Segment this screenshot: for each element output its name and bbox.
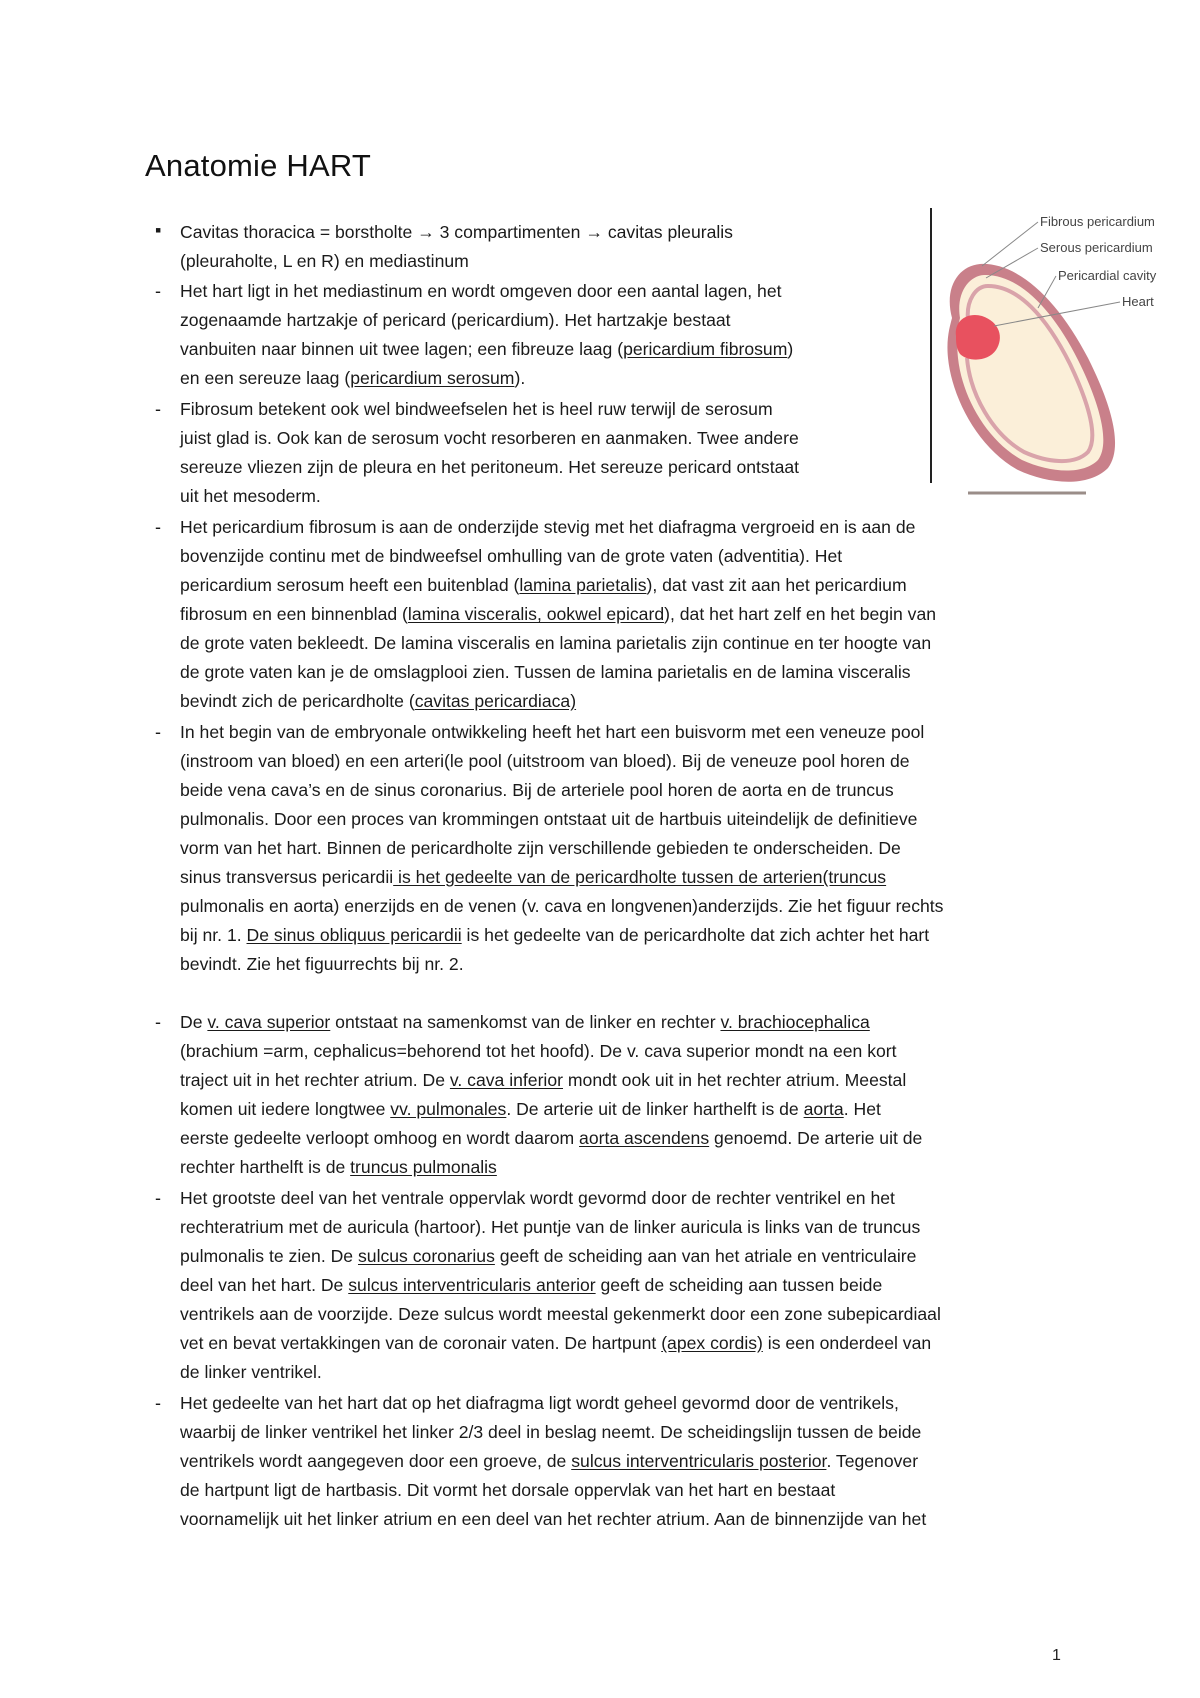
text-line bbox=[180, 574, 907, 596]
bullet-marker: - bbox=[155, 281, 161, 301]
text-segment: ). bbox=[514, 368, 526, 388]
text-line bbox=[180, 1069, 906, 1091]
pericardial-cavity-label: Pericardial cavity bbox=[1058, 268, 1157, 283]
text-segment: mondt ook uit in het rechter atrium. Meestal bbox=[563, 1070, 907, 1090]
text-segment: Het hart ligt in het mediastinum en wordt omgeven door een aantal lagen, het bbox=[180, 281, 782, 301]
text-line bbox=[180, 1332, 931, 1354]
fibrous-pericardium-label: Fibrous pericardium bbox=[1040, 214, 1155, 229]
underlined-term: cavitas pericardiaca) bbox=[414, 691, 577, 711]
underlined-term: vv. pulmonales bbox=[390, 1099, 507, 1119]
text-segment: is een onderdeel van bbox=[762, 1333, 932, 1353]
text-line bbox=[180, 690, 576, 712]
bullet-marker: ▪ bbox=[155, 220, 162, 240]
text-line bbox=[180, 924, 929, 946]
text-segment: Fibrosum betekent ook wel bindweefselen het is heel ruw terwijl de serosum bbox=[180, 399, 773, 419]
underlined-term: pericardium serosum bbox=[350, 368, 515, 388]
serous-pericardium-label: Serous pericardium bbox=[1040, 240, 1153, 255]
underlined-term: (apex cordis) bbox=[661, 1333, 763, 1353]
underlined-term: sulcus interventricularis anterior bbox=[348, 1275, 596, 1295]
text-line bbox=[180, 603, 936, 625]
text-segment: vorm van het hart. Binnen de pericardholte zijn verschillende gebieden te onderscheiden. De bbox=[180, 838, 901, 858]
text-line bbox=[180, 779, 894, 801]
text-segment: fibrosum en een binnenblad ( bbox=[180, 604, 408, 624]
text-segment: . De arterie uit de linker harthelft is de bbox=[506, 1099, 804, 1119]
underlined-term: v. brachiocephalica bbox=[720, 1012, 870, 1032]
underlined-term: v. cava superior bbox=[207, 1012, 331, 1032]
text-segment: rechteratrium met de auricula (hartoor). Het puntje van de linker auricula is links van de truncus bbox=[180, 1217, 921, 1237]
underlined-term: aorta ascendens bbox=[579, 1128, 710, 1148]
underlined-term: truncus pulmonalis bbox=[350, 1157, 497, 1177]
text-line bbox=[180, 1040, 897, 1062]
text-segment: waarbij de linker ventrikel het linker 2/3 deel in beslag neemt. De scheidingslijn tussen de beide bbox=[180, 1422, 922, 1442]
text-segment: pulmonalis te zien. De bbox=[180, 1246, 358, 1266]
text-line bbox=[180, 837, 901, 859]
figure-border-line bbox=[930, 208, 932, 483]
text-segment: . Het bbox=[843, 1099, 881, 1119]
text-line bbox=[180, 808, 917, 830]
text-segment: uit het mesoderm. bbox=[180, 486, 321, 506]
text-segment: (instroom van bloed) en een arteri(le pool (uitstroom van bloed). Bij de veneuze pool horen de bbox=[180, 751, 910, 771]
underlined-term: is het gedeelte van de pericardholte tussen de arterien(truncus bbox=[393, 867, 887, 887]
text-line bbox=[180, 1303, 941, 1325]
text-segment: vanbuiten naar binnen uit twee lagen; een fibreuze laag ( bbox=[180, 339, 624, 359]
underlined-term: De sinus obliquus pericardii bbox=[246, 925, 462, 945]
underlined-term: pericardium fibrosum bbox=[623, 339, 788, 359]
text-segment: en een sereuze laag ( bbox=[180, 368, 351, 388]
text-segment: In het begin van de embryonale ontwikkeling heeft het hart een buisvorm met een veneuze pool bbox=[180, 722, 925, 742]
underlined-term: lamina parietalis bbox=[519, 575, 647, 595]
text-line bbox=[180, 338, 793, 360]
text-line bbox=[180, 516, 915, 538]
text-line bbox=[180, 721, 924, 743]
page-number: 1 bbox=[1052, 1647, 1061, 1664]
text-line bbox=[180, 1274, 882, 1296]
text-line bbox=[180, 1098, 881, 1120]
heart-label: Heart bbox=[1122, 294, 1154, 309]
text-segment: geeft de scheiding aan van het atriale en ventriculaire bbox=[494, 1246, 917, 1266]
text-line bbox=[180, 953, 464, 975]
bullet-marker: - bbox=[155, 1393, 161, 1413]
text-line bbox=[180, 1245, 916, 1267]
text-line bbox=[180, 221, 733, 243]
text-segment: (brachium =arm, cephalicus=behorend tot het hoofd). De v. cava superior mondt na een kort bbox=[180, 1041, 897, 1061]
text-segment: juist glad is. Ook kan de serosum vocht resorberen en aanmaken. Twee andere bbox=[180, 428, 799, 448]
text-segment: sereuze vliezen zijn de pleura en het peritoneum. Het sereuze pericard ontstaat bbox=[180, 457, 800, 477]
text-segment: deel van het hart. De bbox=[180, 1275, 349, 1295]
text-line bbox=[180, 1450, 918, 1472]
text-segment: . Tegenover bbox=[826, 1451, 919, 1471]
text-line bbox=[180, 456, 799, 478]
text-segment: voornamelijk uit het linker atrium en een deel van het rechter atrium. Aan de binnenzijde van het bbox=[180, 1509, 927, 1529]
underlined-term: lamina visceralis, ookwel epicard bbox=[407, 604, 665, 624]
text-line bbox=[180, 1508, 926, 1530]
text-line bbox=[180, 661, 911, 683]
text-line bbox=[180, 1392, 899, 1414]
text-line bbox=[180, 1479, 835, 1501]
text-segment: beide vena cava’s en de sinus coronarius. Bij de arteriele pool horen de aorta en de truncus bbox=[180, 780, 894, 800]
bullet-marker: - bbox=[155, 399, 161, 419]
text-line bbox=[180, 545, 842, 567]
text-segment: Het pericardium fibrosum is aan de onderzijde stevig met het diafragma vergroeid en is aan de bbox=[180, 517, 916, 537]
underlined-term: sulcus coronarius bbox=[357, 1246, 495, 1266]
text-segment: vet en bevat vertakkingen van de coronair vaten. De hartpunt bbox=[180, 1333, 662, 1353]
text-segment: ontstaat na samenkomst van de linker en rechter bbox=[330, 1012, 721, 1032]
text-segment: Het grootste deel van het ventrale oppervlak wordt gevormd door de rechter ventrikel en het bbox=[180, 1188, 895, 1208]
page-title: Anatomie HART bbox=[145, 148, 372, 183]
bullet-marker: - bbox=[155, 722, 161, 742]
text-segment: de grote vaten bekleedt. De lamina visceralis en lamina parietalis zijn continue en ter hoogte van bbox=[180, 633, 932, 653]
text-segment: pulmonalis. Door een proces van krommingen ontstaat uit de hartbuis uiteindelijk de definitieve bbox=[180, 809, 918, 829]
pericardium-diagram bbox=[938, 208, 1163, 500]
text-segment: pulmonalis en aorta) enerzijds en de venen (v. cava en longvenen)anderzijds. Zie het figuur rechts bbox=[180, 896, 944, 916]
text-segment: pericardium serosum heeft een buitenblad ( bbox=[180, 575, 520, 595]
text-segment: de linker ventrikel. bbox=[180, 1362, 322, 1382]
text-segment: eerste gedeelte verloopt omhoog en wordt daarom bbox=[180, 1128, 580, 1148]
text-line bbox=[180, 1156, 497, 1178]
text-line bbox=[180, 1421, 921, 1443]
text-segment: de grote vaten kan je de omslagplooi zien. Tussen de lamina parietalis en de lamina visceralis bbox=[180, 662, 911, 682]
text-segment: ventrikels wordt aangegeven door een groeve, de bbox=[180, 1451, 572, 1471]
text-line bbox=[180, 866, 886, 888]
text-segment: bevindt. Zie het figuurrechts bij nr. 2. bbox=[180, 954, 464, 974]
pericardium-figure bbox=[930, 208, 1160, 500]
bullet-marker: - bbox=[155, 1012, 161, 1032]
text-segment: (pleuraholte, L en R) en mediastinum bbox=[180, 251, 469, 271]
text-line bbox=[180, 485, 321, 507]
fibrous-callout-line bbox=[982, 222, 1038, 266]
text-line bbox=[180, 895, 943, 917]
text-segment: ), dat het hart zelf en het begin van bbox=[664, 604, 937, 624]
text-segment: ) bbox=[787, 339, 794, 359]
text-line bbox=[180, 427, 799, 449]
text-line bbox=[180, 250, 469, 272]
text-line bbox=[180, 1216, 920, 1238]
underlined-term: v. cava inferior bbox=[449, 1070, 563, 1090]
text-line bbox=[180, 632, 931, 654]
text-segment: bij nr. 1. bbox=[180, 925, 247, 945]
text-segment: ventrikels aan de voorzijde. Deze sulcus wordt meestal gekenmerkt door een zone subepicardiaal bbox=[180, 1304, 941, 1324]
text-segment: bevindt zich de pericardholte ( bbox=[180, 691, 415, 711]
text-line bbox=[180, 367, 525, 389]
bullet-marker: - bbox=[155, 1188, 161, 1208]
underlined-term: sulcus interventricularis posterior bbox=[571, 1451, 827, 1471]
text-segment: rechter harthelft is de bbox=[180, 1157, 351, 1177]
text-segment: ), dat vast zit aan het pericardium bbox=[646, 575, 907, 595]
text-line bbox=[180, 398, 773, 420]
text-segment: genoemd. De arterie uit de bbox=[709, 1128, 923, 1148]
text-segment: de hartpunt ligt de hartbasis. Dit vormt het dorsale oppervlak van het hart en bestaat bbox=[180, 1480, 836, 1500]
text-segment: De bbox=[180, 1012, 208, 1032]
text-segment: sinus transversus pericardii bbox=[180, 867, 394, 887]
text-segment: Cavitas thoracica = borstholte → 3 compartimenten → cavitas pleuralis bbox=[180, 222, 733, 242]
text-line bbox=[180, 280, 782, 302]
underlined-term: aorta bbox=[803, 1099, 844, 1119]
text-line bbox=[180, 1127, 922, 1149]
text-line bbox=[180, 309, 731, 331]
text-segment: traject uit in het rechter atrium. De bbox=[180, 1070, 450, 1090]
bullet-marker: - bbox=[155, 517, 161, 537]
text-line bbox=[180, 750, 910, 772]
text-line bbox=[180, 1361, 322, 1383]
text-line bbox=[180, 1187, 895, 1209]
text-segment: Het gedeelte van het hart dat op het diafragma ligt wordt geheel gevormd door de ventrikels, bbox=[180, 1393, 899, 1413]
text-segment: geeft de scheiding aan tussen beide bbox=[595, 1275, 883, 1295]
text-line bbox=[180, 1011, 870, 1033]
text-segment: bovenzijde continu met de bindweefsel omhulling van de grote vaten (adventitia). Het bbox=[180, 546, 843, 566]
text-segment: is het gedeelte van de pericardholte dat zich achter het hart bbox=[461, 925, 930, 945]
text-segment: zogenaamde hartzakje of pericard (pericardium). Het hartzakje bestaat bbox=[180, 310, 731, 330]
text-segment: komen uit iedere longtwee bbox=[180, 1099, 391, 1119]
